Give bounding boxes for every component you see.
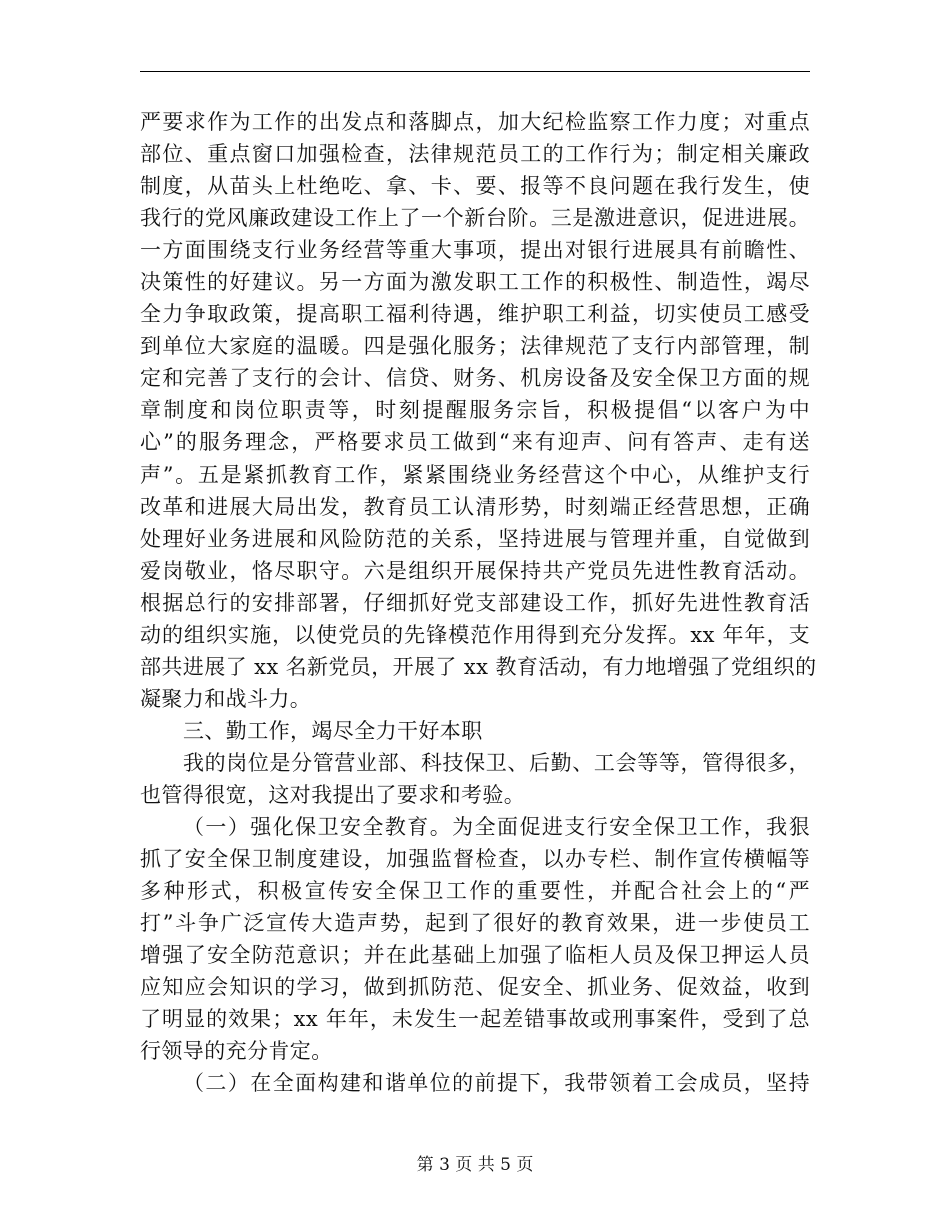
text-line: 多种形式，积极宣传安全保卫工作的重要性，并配合社会上的“严	[140, 879, 810, 904]
text-line: 部位、重点窗口加强检查，法律规范员工的工作行为；制定相关廉政	[140, 142, 810, 167]
text-line: 心”的服务理念，严格要求员工做到“来有迎声、问有答声、走有送	[140, 430, 810, 455]
text-line: 抓了安全保卫制度建设，加强监督检查，以办专栏、制作宣传横幅等	[140, 847, 810, 872]
text-line: 处理好业务进展和风险防范的关系，坚持进展与管理并重，自觉做到	[140, 526, 810, 551]
text-line: 行领导的充分肯定。	[140, 1039, 333, 1064]
text-line: 我的岗位是分管营业部、科技保卫、后勤、工会等等，管得很多，	[183, 750, 810, 775]
text-line: （二）在全面构建和谐单位的前提下，我带领着工会成员，坚持	[183, 1071, 810, 1096]
text-line: 定和完善了支行的会计、信贷、财务、机房设备及安全保卫方面的规	[140, 366, 810, 391]
page-number-footer: 第 3 页 共 5 页	[416, 1155, 534, 1175]
text-line: 我行的党风廉政建设工作上了一个新台阶。三是激进意识，促进进展。	[140, 206, 810, 231]
text-line: 章制度和岗位职责等，时刻提醒服务宗旨，积极提倡“以客户为中	[140, 398, 810, 423]
section-heading: 三、勤工作，竭尽全力干好本职	[183, 718, 483, 743]
text-line: 应知应会知识的学习，做到抓防范、促安全、抓业务、促效益，收到	[140, 975, 810, 1000]
text-line: 凝聚力和战斗力。	[140, 686, 312, 711]
text-line: 决策性的好建议。另一方面为激发职工工作的积极性、制造性，竭尽	[140, 270, 810, 295]
text-line: 动的组织实施，以使党员的先锋模范作用得到充分发挥。xx 年年，支	[140, 622, 810, 647]
text-line: 打”斗争广泛宣传大造声势，起到了很好的教育效果，进一步使员工	[140, 911, 810, 936]
text-line: 根据总行的安排部署，仔细抓好党支部建设工作，抓好先进性教育活	[140, 590, 810, 615]
text-line: 改革和进展大局出发，教育员工认清形势，时刻端正经营思想，正确	[140, 494, 810, 519]
text-line: 制度，从苗头上杜绝吃、拿、卡、要、报等不良问题在我行发生，使	[140, 174, 810, 199]
text-line: 到单位大家庭的温暖。四是强化服务；法律规范了支行内部管理，制	[140, 334, 810, 359]
text-line: 也管得很宽，这对我提出了要求和考验。	[140, 782, 526, 807]
text-line: 部共进展了 xx 名新党员，开展了 xx 教育活动，有力地增强了党组织的	[140, 654, 817, 679]
text-line: 了明显的效果；xx 年年，未发生一起差错事故或刑事案件，受到了总	[140, 1007, 810, 1032]
text-line: 增强了安全防范意识；并在此基础上加强了临柜人员及保卫押运人员	[140, 943, 810, 968]
text-line: 声”。五是紧抓教育工作，紧紧围绕业务经营这个中心，从维护支行	[140, 462, 810, 487]
text-line: 爱岗敬业，恪尽职守。六是组织开展保持共产党员先进性教育活动。	[140, 558, 810, 583]
text-line: （一）强化保卫安全教育。为全面促进支行安全保卫工作，我狠	[183, 815, 810, 840]
document-body	[140, 106, 817, 1099]
text-line: 一方面围绕支行业务经营等重大事项，提出对银行进展具有前瞻性、	[140, 238, 810, 263]
text-line: 全力争取政策，提高职工福利待遇，维护职工利益，切实使员工感受	[140, 302, 810, 327]
header-rule	[140, 71, 810, 72]
text-line: 严要求作为工作的出发点和落脚点，加大纪检监察工作力度；对重点	[140, 110, 810, 134]
